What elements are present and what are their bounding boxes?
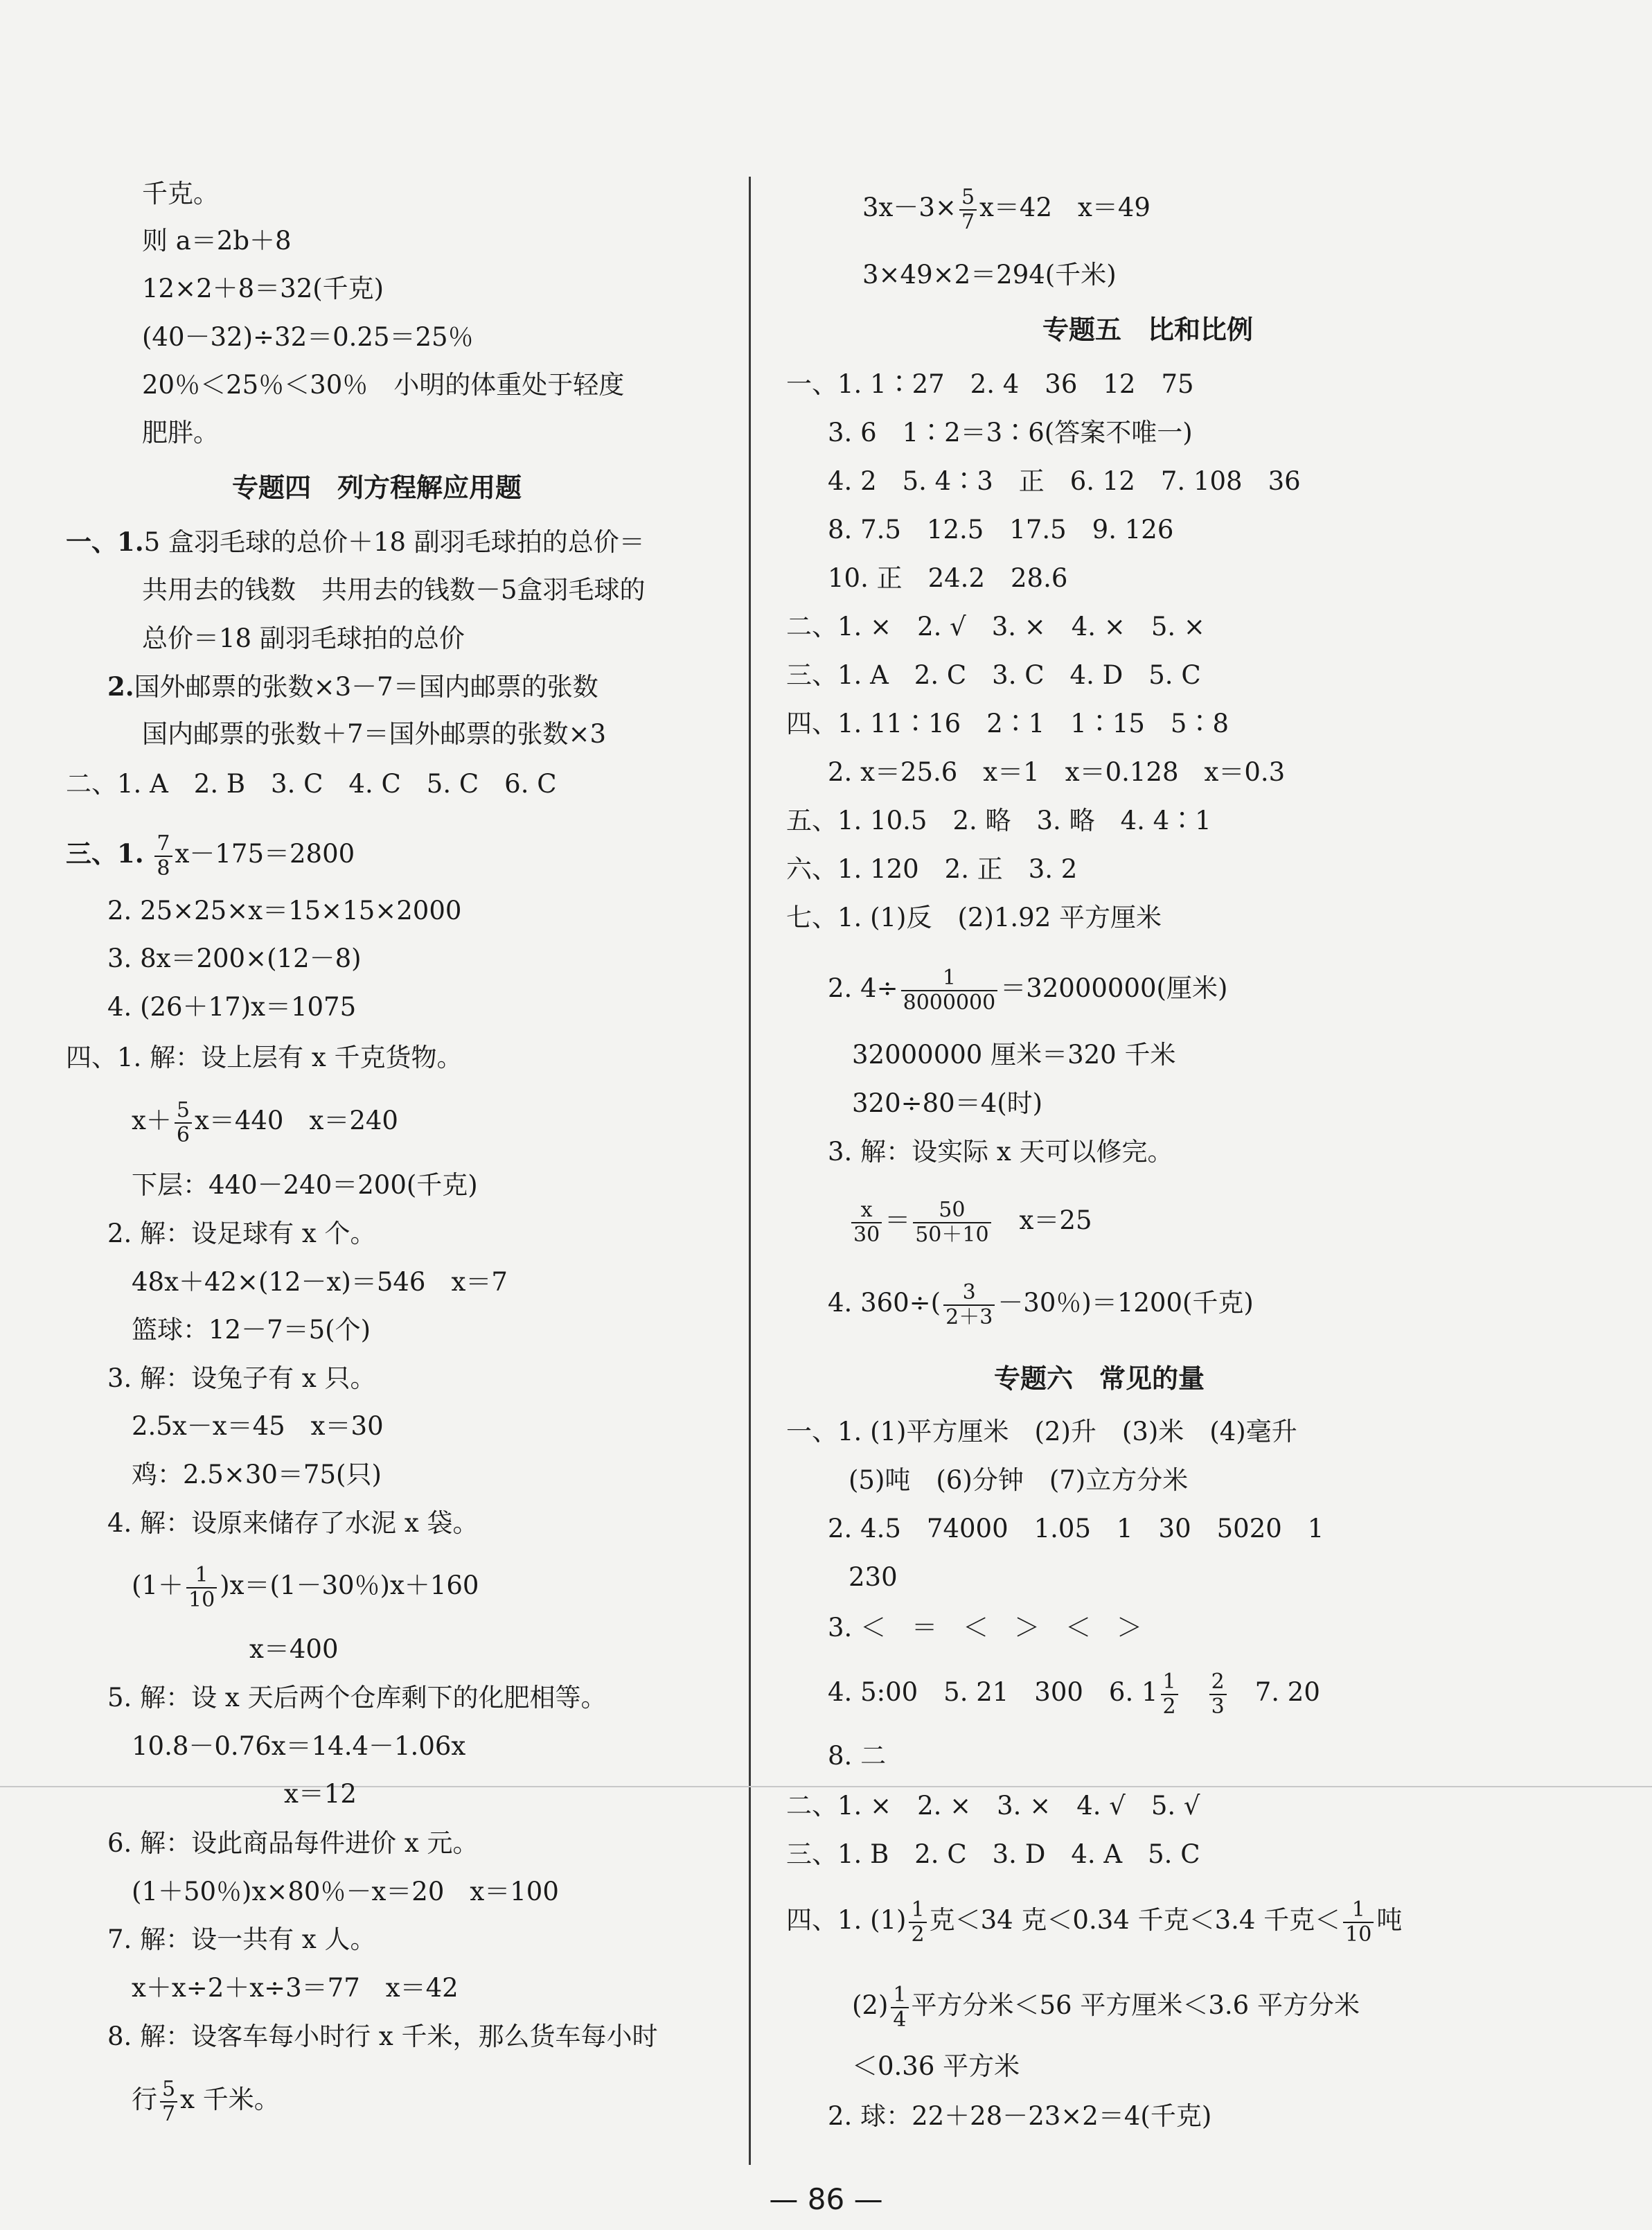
- column-divider: [749, 177, 751, 2165]
- question-number: 2.: [107, 671, 134, 702]
- answer-line: 4. 2 5. 4∶3 正 6. 12 7. 108 36: [828, 466, 1301, 496]
- fraction: $\frac{1}{2}$: [909, 1898, 926, 1947]
- answer-line: 国内邮票的张数＋7＝国外邮票的张数×3: [142, 719, 607, 749]
- fold-line: [0, 1786, 1652, 1787]
- answer-line: 3. 解：设实际 x 天可以修完。: [828, 1137, 1173, 1167]
- answer-line: 4. 360÷( $\frac{3}{2+3}$ －30％)＝1200(千克): [828, 1280, 1254, 1329]
- fraction: $\frac{1}{8000000}$: [901, 966, 998, 1015]
- answer-line: 千克。: [142, 179, 219, 209]
- answer-line: 8. 二: [828, 1741, 887, 1771]
- answer-line: 肥胖。: [142, 418, 219, 448]
- answer-line: 8. 7.5 12.5 17.5 9. 126: [828, 515, 1174, 545]
- fraction: $\frac{5}{6}$: [175, 1099, 192, 1147]
- answer-line: ＜0.36 平方米: [852, 2051, 1020, 2081]
- section-heading-6: 专题六 常见的量: [994, 1363, 1205, 1394]
- answer-line: 四、1. 11∶16 2∶1 1∶15 5∶8: [786, 709, 1229, 738]
- answer-line: 8. 解：设客车每小时行 x 千米，那么货车每小时: [107, 2021, 658, 2051]
- answer-line: 一、1. (1)平方厘米 (2)升 (3)米 (4)毫升: [786, 1417, 1297, 1446]
- answer-line: (5)吨 (6)分钟 (7)立方分米: [849, 1465, 1189, 1495]
- answer-line: 2. x＝25.6 x＝1 x＝0.128 x＝0.3: [828, 757, 1286, 787]
- section-heading-5: 专题五 比和比例: [1042, 315, 1254, 345]
- answer-line: (1＋ $\frac{1}{10}$ )x＝(1－30％)x＋160: [132, 1562, 479, 1612]
- answer-line: 则 a＝2b＋8: [142, 226, 292, 256]
- fraction: $\frac{x}{30}$: [851, 1198, 882, 1247]
- section-heading-4: 专题四 列方程解应用题: [232, 472, 522, 503]
- answer-line: [66, 829, 355, 881]
- question-number: 三、1.: [66, 838, 144, 869]
- fraction: $\frac{1}{2}$: [1161, 1670, 1178, 1719]
- fraction: $\frac{50}{50+10}$: [913, 1198, 991, 1247]
- answer-line: 篮球：12－7＝5(个): [132, 1315, 371, 1345]
- fraction: $\frac{1}{4}$: [891, 1983, 908, 2032]
- answer-line: 3. 解：设兔子有 x 只。: [107, 1363, 376, 1393]
- answer-line: 2. 4.5 74000 1.05 1 30 5020 1: [828, 1514, 1324, 1543]
- answer-line: 48x＋42×(12－x)＝546 x＝7: [132, 1267, 508, 1297]
- answer-line: x＋ $\frac{5}{6}$ x＝440 x＝240: [132, 1097, 398, 1147]
- answer-line: 一、1. 1∶27 2. 4 36 12 75: [786, 369, 1194, 399]
- page-number: — 86 —: [769, 2182, 883, 2216]
- answer-line: 7. 解：设一共有 x 人。: [107, 1924, 376, 1954]
- answer-line: x＝12: [284, 1779, 357, 1809]
- answer-line: 320÷80＝4(时): [852, 1088, 1043, 1118]
- answer-line: (2) $\frac{1}{4}$ 平方分米＜56 平方厘米＜3.6 平方分米: [852, 1982, 1360, 2032]
- answer-line: 2. 球：22＋28－23×2＝4(千克): [828, 2101, 1212, 2131]
- answer-line: 3×49×2＝294(千米): [862, 260, 1117, 290]
- answer-line: 10. 正 24.2 28.6: [828, 563, 1068, 593]
- fraction: $\frac{1}{10}$: [1343, 1898, 1374, 1947]
- answer-line: 总价＝18 副羽毛球拍的总价: [142, 623, 465, 653]
- answer-line: 四、1. (1) $\frac{1}{2}$ 克＜34 克＜0.34 千克＜3.4 千克＜ $\frac{1}{10}$ 吨: [786, 1897, 1403, 1947]
- answer-line: 4. 5:00 5. 21 300 6. 1 $\frac{1}{2}$ $\frac{2}{3}$ 7. 20: [828, 1669, 1320, 1719]
- answer-text: 5 盒羽毛球的总价＋18 副羽毛球拍的总价＝: [143, 527, 645, 557]
- answer-line: 鸡：2.5×30＝75(只): [132, 1460, 382, 1489]
- answer-text: x－175＝2800: [175, 839, 355, 869]
- question-number: 一、1.: [66, 526, 144, 557]
- answer-line: 三、1. A 2. C 3. C 4. D 5. C: [786, 660, 1201, 690]
- answer-line: 10.8－0.76x＝14.4－1.06x: [132, 1731, 466, 1761]
- answer-line: 二、1. A 2. B 3. C 4. C 5. C 6. C: [66, 769, 557, 799]
- fraction: $\frac{3}{2+3}$: [943, 1281, 995, 1329]
- fraction: $\frac{7}{8}$: [154, 832, 172, 881]
- answer-line: 六、1. 120 2. 正 3. 2: [786, 854, 1078, 884]
- answer-line: $\frac{x}{30}$ ＝ $\frac{50}{50+10}$ x＝25: [849, 1196, 1092, 1245]
- fraction: $\frac{5}{7}$: [959, 186, 977, 234]
- answer-line: 四、1. 解：设上层有 x 千克货物。: [66, 1043, 463, 1072]
- answer-line: 5. 解：设 x 天后两个仓库剩下的化肥相等。: [107, 1683, 607, 1713]
- answer-line: 行 $\frac{5}{7}$ x 千米。: [132, 2076, 280, 2126]
- answer-line: 共用去的钱数 共用去的钱数－5盒羽毛球的: [142, 575, 646, 605]
- answer-line: 三、1. B 2. C 3. D 4. A 5. C: [786, 1839, 1200, 1869]
- answer-line: (40－32)÷32＝0.25＝25％: [142, 322, 474, 352]
- answer-line: 230: [849, 1562, 898, 1592]
- answer-line: x＋x÷2＋x÷3＝77 x＝42: [132, 1973, 459, 2003]
- fraction: $\frac{1}{10}$: [186, 1564, 217, 1612]
- answer-line: 6. 解：设此商品每件进价 x 元。: [107, 1828, 479, 1858]
- answer-line: 二、1. × 2. √ 3. × 4. × 5. ×: [786, 612, 1205, 641]
- answer-line: 3. 6 1∶2＝3∶6(答案不唯一): [828, 418, 1193, 448]
- answer-line: 2. 解：设足球有 x 个。: [107, 1219, 376, 1248]
- answer-line: 七、1. (1)反 (2)1.92 平方厘米: [786, 903, 1162, 932]
- answer-line: (1＋50％)x×80％－x＝20 x＝100: [132, 1877, 559, 1906]
- answer-line: 3. 8x＝200×(12－8): [107, 944, 362, 973]
- answer-line: 二、1. × 2. × 3. × 4. √ 5. √: [786, 1791, 1200, 1821]
- answer-line: 五、1. 10.5 2. 略 3. 略 4. 4∶1: [786, 806, 1211, 835]
- answer-line: 3. ＜ ＝ ＜ ＞ ＜ ＞: [828, 1613, 1143, 1643]
- answer-line: [107, 669, 598, 704]
- answer-line: 20％＜25％＜30％ 小明的体重处于轻度: [142, 370, 625, 400]
- answer-line: 32000000 厘米＝320 千米: [852, 1040, 1176, 1070]
- answer-line: x＝400: [249, 1634, 339, 1664]
- answer-line: 4. 解：设原来储存了水泥 x 袋。: [107, 1508, 479, 1538]
- answer-line: 2. 25×25×x＝15×15×2000: [107, 896, 462, 926]
- answer-line: 下层：440－240＝200(千克): [132, 1170, 478, 1200]
- fraction: $\frac{5}{7}$: [160, 2078, 177, 2126]
- answer-line: 4. (26＋17)x＝1075: [107, 992, 357, 1022]
- answer-text: 国外邮票的张数×3－7＝国内邮票的张数: [134, 672, 598, 702]
- fraction: $\frac{2}{3}$: [1209, 1670, 1227, 1719]
- answer-line: 2. 4÷ $\frac{1}{8000000}$ ＝32000000(厘米): [828, 965, 1228, 1015]
- answer-line: [66, 524, 645, 559]
- answer-line: 12×2＋8＝32(千克): [142, 274, 384, 303]
- answer-line: 3x－3× $\frac{5}{7}$ x＝42 x＝49: [862, 184, 1151, 234]
- answer-line: 2.5x－x＝45 x＝30: [132, 1411, 384, 1441]
